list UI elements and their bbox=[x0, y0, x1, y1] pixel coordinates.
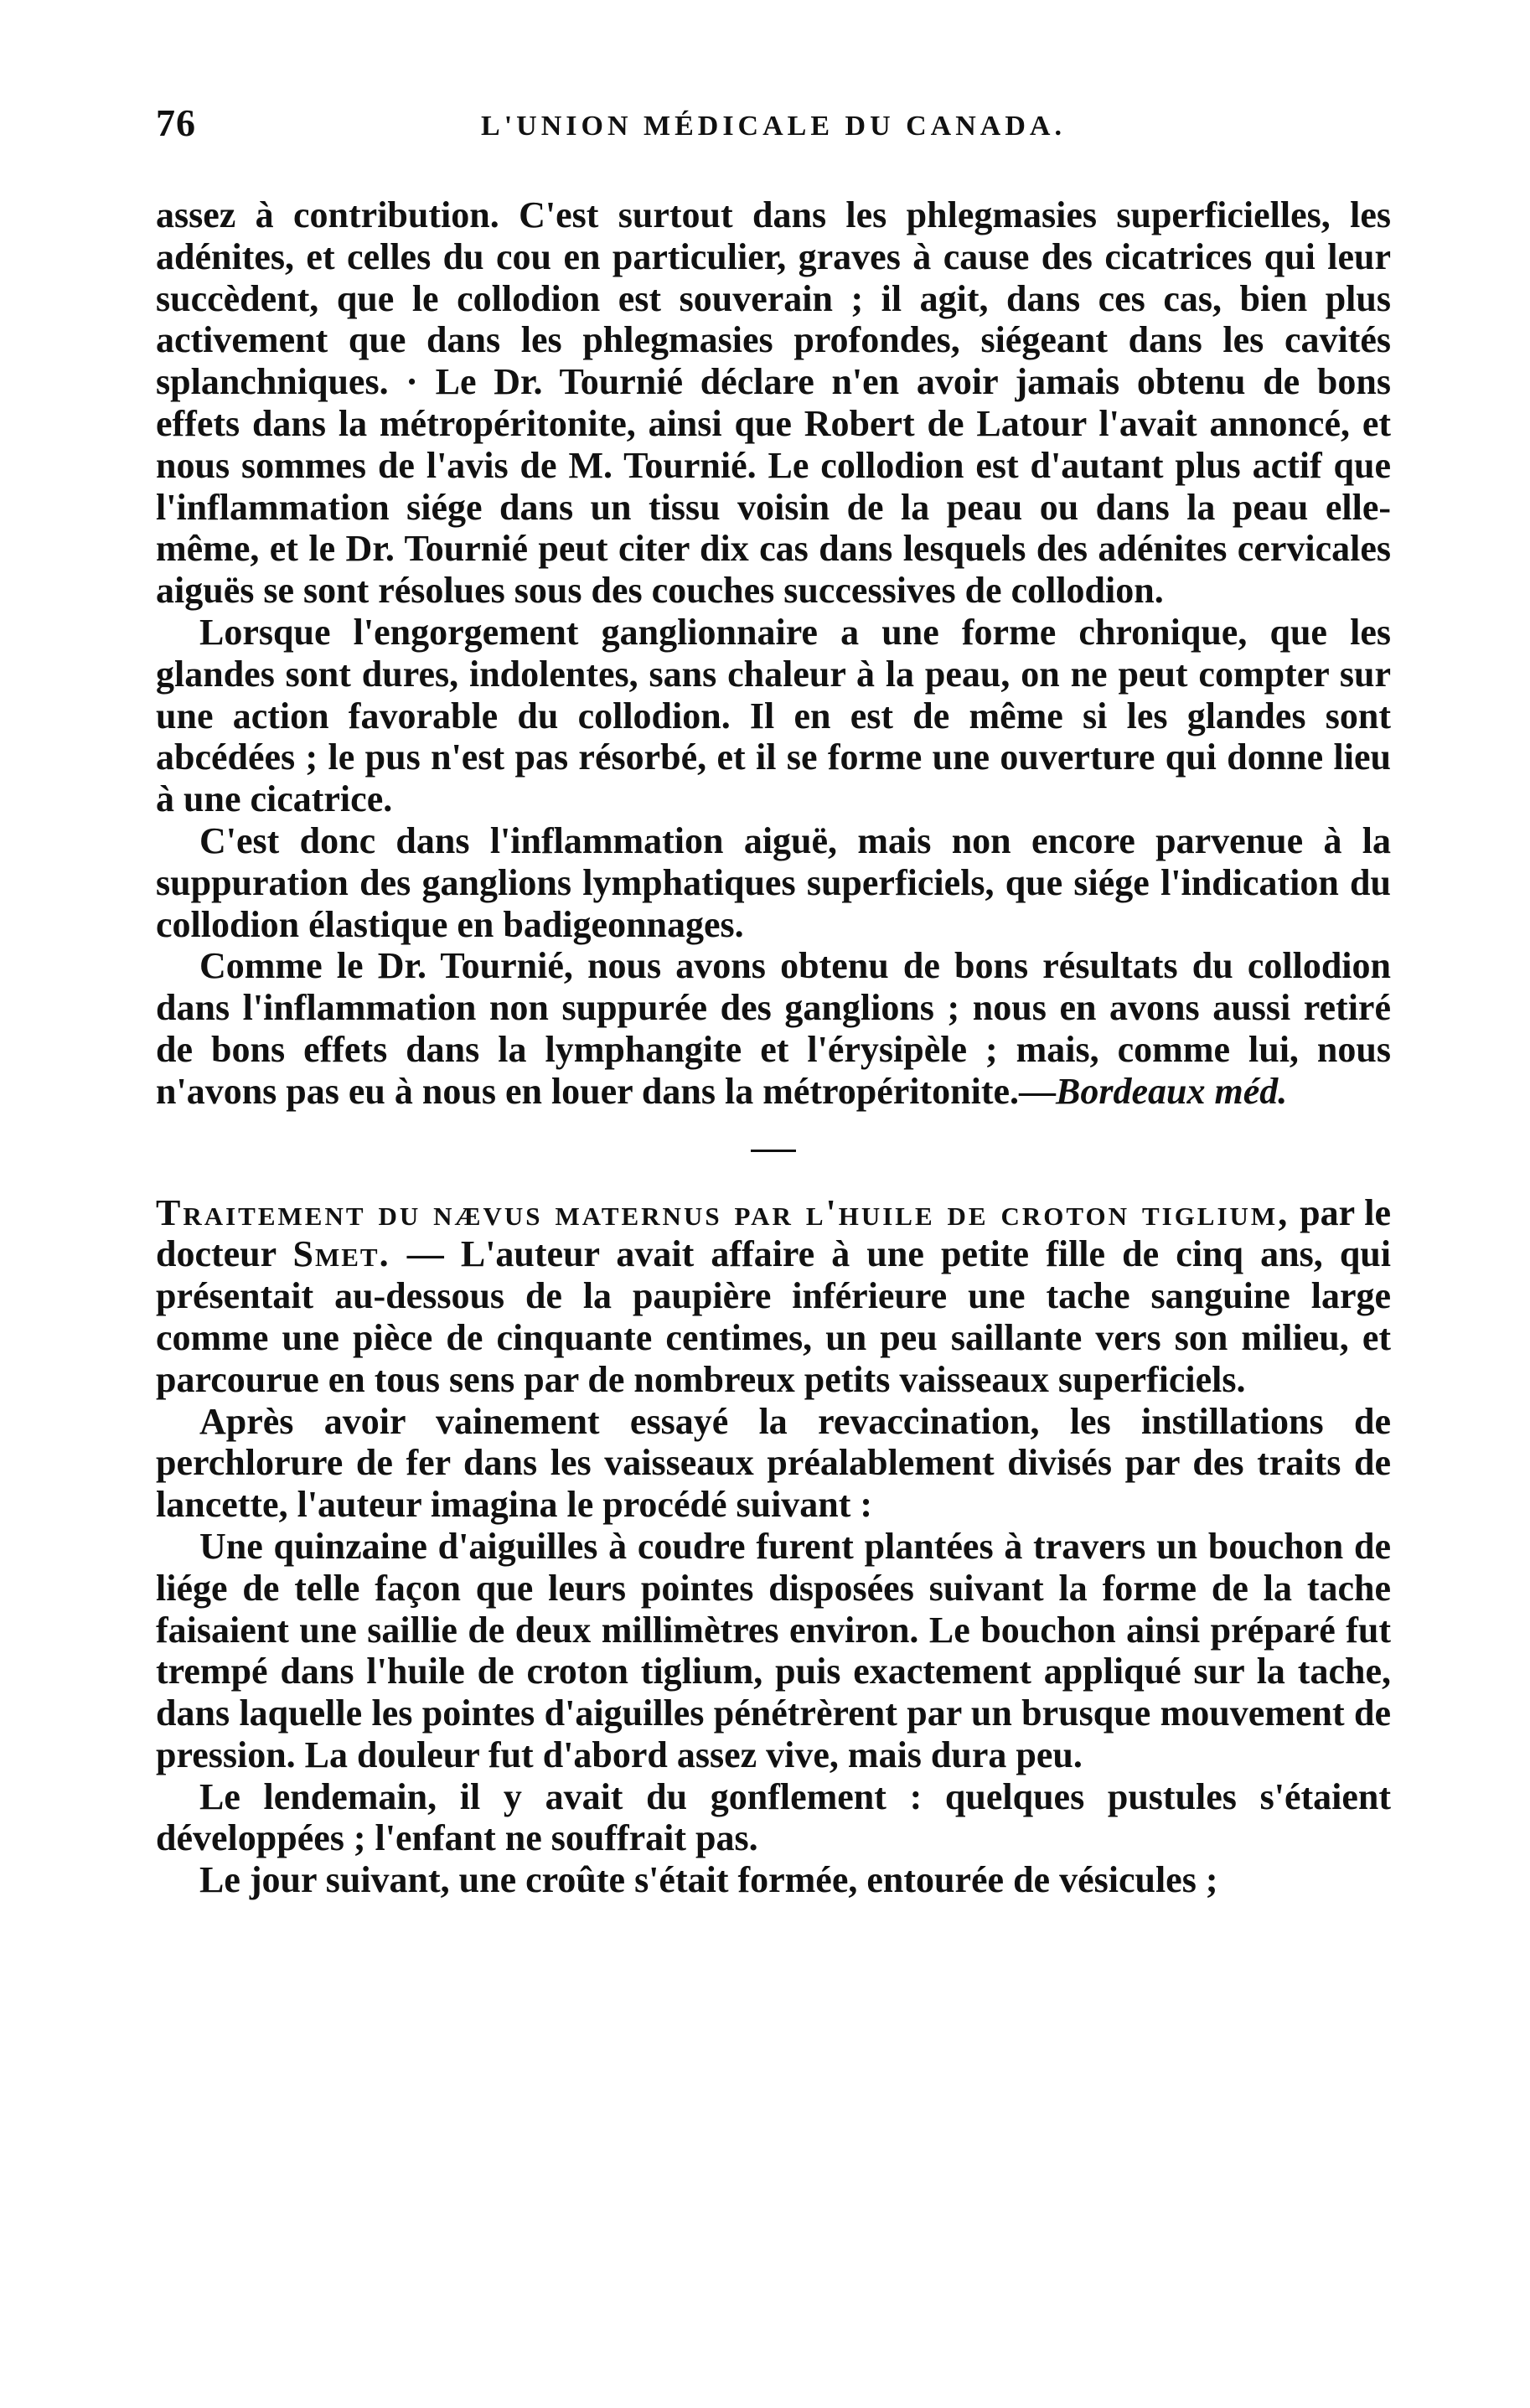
paragraph: C'est donc dans l'inflammation aiguë, mais non encore parvenue à la suppuration des ganglions lymphatiques superficiels, que siége l'indication du collodion élastique en badigeonnages. bbox=[156, 819, 1391, 945]
paragraph: Après avoir vainement essayé la revaccination, les instillations de perchlorure de fer dans les vaisseaux préalablement divisés par des traits de lancette, l'auteur imagina le procédé suivant : bbox=[156, 1400, 1391, 1526]
section-heading: Traitement du nævus maternus par l'huile de croton tiglium, bbox=[156, 1191, 1290, 1233]
section-divider bbox=[751, 1150, 796, 1152]
article-collodion bbox=[156, 194, 1391, 1113]
article-naevus bbox=[156, 1192, 1391, 1902]
author-name: Smet. bbox=[292, 1233, 390, 1275]
paragraph-with-source bbox=[156, 945, 1391, 1112]
paragraph: Une quinzaine d'aiguilles à coudre furent plantées à travers un bouchon de liége de telle façon que leurs pointes disposées suivant la forme de la tache faisaient une saillie de deux millimètres environ. Le bouchon ainsi préparé fut trempé dans l'huile de croton tiglium, puis exactement appliqué sur la tache, dans laquelle les pointes d'aiguilles pénétrèrent par un brusque mouvement de pression. La douleur fut d'abord assez vive, mais dura peu. bbox=[156, 1525, 1391, 1775]
journal-title: L'UNION MÉDICALE DU CANADA. bbox=[481, 111, 1066, 142]
page-number: 76 bbox=[156, 101, 196, 144]
paragraph: Le lendemain, il y avait du gonflement : quelques pustules s'étaient développées ; l'enfant ne souffrait pas. bbox=[156, 1775, 1391, 1859]
source-citation: Bordeaux méd. bbox=[1056, 1070, 1288, 1112]
running-head bbox=[156, 101, 1391, 159]
byline-text: par le docteur bbox=[156, 1191, 1391, 1275]
paragraph: Lorsque l'engorgement ganglionnaire a une forme chronique, que les glandes sont dures, indolentes, sans chaleur à la peau, on ne peut compter sur une action favorable du collodion. Il en est de même si les glandes sont abcédées ; le pus n'est pas résorbé, et il se forme une ouverture qui donne lieu à une cicatrice. bbox=[156, 611, 1391, 820]
paragraph-text: Comme le Dr. Tournié, nous avons obtenu de bons résultats du collodion dans l'inflammation non suppurée des ganglions ; nous en avons aussi retiré de bons effets dans la lymphangite et l'érysipèle ; mais, comme lui, nous n'avons pas eu à nous en louer dans la métropéritonite.— bbox=[156, 945, 1391, 1112]
article-intro-paragraph bbox=[156, 1192, 1391, 1401]
intro-text: — L'auteur avait affaire à une petite fille de cinq ans, qui présentait au-dessous de la paupière inférieure une tache sanguine large comme une pièce de cinquante centimes, un peu saillante vers son milieu, et parcourue en tous sens par de nombreux petits vaisseaux superficiels. bbox=[156, 1233, 1391, 1400]
page bbox=[156, 101, 1391, 1901]
paragraph: assez à contribution. C'est surtout dans les phlegmasies superficielles, les adénites, et celles du cou en particulier, graves à cause des cicatrices qui leur succèdent, que le collodion est souverain ; il agit, dans ces cas, bien plus activement que dans les phlegmasies profondes, siégeant dans les cavités splanchniques. · Le Dr. Tournié déclare n'en avoir jamais obtenu de bons effets dans la métropéritonite, ainsi que Robert de Latour l'avait annoncé, et nous sommes de l'avis de M. Tournié. Le collodion est d'autant plus actif que l'inflammation siége dans un tissu voisin de la peau ou dans la peau elle-même, et le Dr. Tournié peut citer dix cas dans lesquels des adénites cervicales aiguës se sont résolues sous des couches successives de collodion. bbox=[156, 194, 1391, 612]
paragraph: Le jour suivant, une croûte s'était formée, entourée de vésicules ; bbox=[199, 1859, 1218, 1901]
